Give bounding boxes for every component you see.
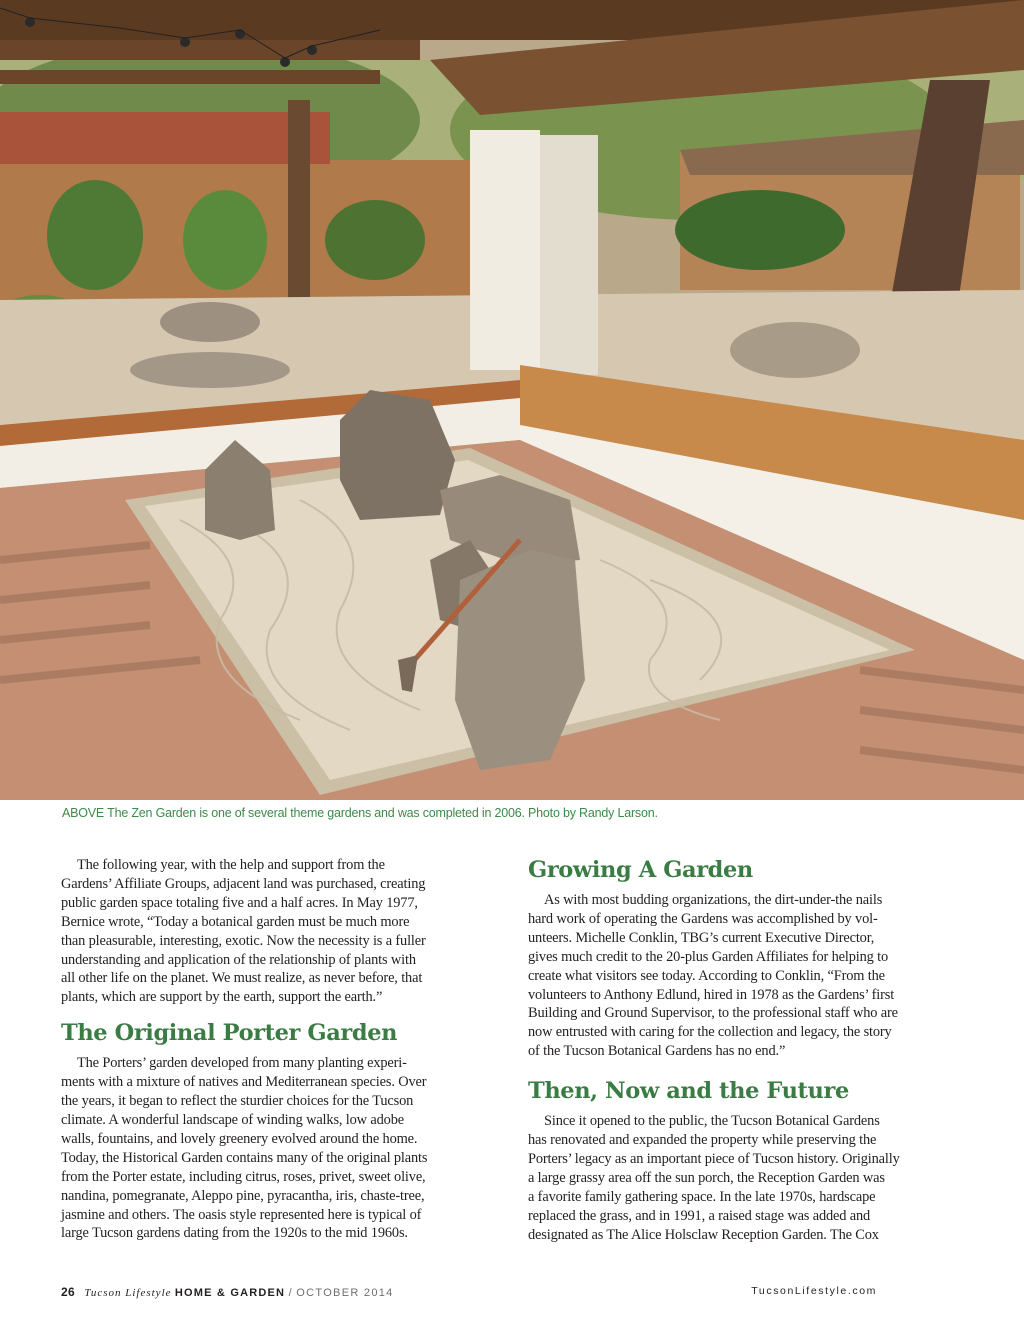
left-column xyxy=(61,856,486,1243)
magazine-name: Tucson Lifestyle xyxy=(84,1287,172,1299)
text-line: hard work of operating the Gardens was accomplished by vol- xyxy=(528,910,878,927)
text-line: public garden space totaling five and a half acres. In May 1977, xyxy=(61,894,418,911)
text-line: The Porters’ garden developed from many planting experi- xyxy=(77,1055,407,1072)
page-footer-folio xyxy=(61,1285,394,1299)
text-line: Gardens’ Affiliate Groups, adjacent land was purchased, creating xyxy=(61,875,426,892)
text-line: As with most budding organizations, the dirt-under-the nails xyxy=(544,892,883,908)
caption-credit: Photo by Randy Larson. xyxy=(528,806,658,820)
text-line: designated as The Alice Holsclaw Reception Garden. The Cox xyxy=(528,1226,879,1243)
text-line: Today, the Historical Garden contains many of the original plants xyxy=(61,1149,428,1166)
text-line: nandina, pomegranate, Aleppo pine, pyracantha, iris, chaste-tree, xyxy=(61,1187,425,1204)
text-line: gives much credit to the 20-plus Garden Affiliates for helping to xyxy=(528,948,889,965)
text-line: than pleasurable, interesting, exotic. Now the necessity is a fuller xyxy=(61,932,426,949)
text-line: jasmine and others. The oasis style represented here is typical of xyxy=(61,1206,422,1223)
text-line: Building and Ground Supervisor, to the professional staff who are xyxy=(528,1005,898,1022)
text-line: create what visitors see today. According to Conklin, “From the xyxy=(528,967,885,984)
section-name: HOME & GARDEN xyxy=(174,1287,286,1299)
section-heading-then-now-future: Then, Now and the Future xyxy=(528,1078,849,1105)
text-line: plants, which are support by the earth, support the earth.” xyxy=(61,989,383,1006)
footer-separator: / xyxy=(288,1287,293,1299)
text-line: climate. A wonderful landscape of winding walks, low adobe xyxy=(61,1111,404,1128)
text-line: walls, fountains, and lovely greenery evolved around the home. xyxy=(61,1130,418,1147)
then-now-paragraph xyxy=(528,1112,953,1244)
text-line: Porters’ legacy as an important piece of Tucson history. Originally xyxy=(528,1150,900,1167)
text-line: Since it opened to the public, the Tucson Botanical Gardens xyxy=(544,1113,880,1130)
text-line: all other life on the planet. We must realize, as never before, that xyxy=(61,970,423,987)
text-line: The following year, with the help and support from the xyxy=(77,857,385,873)
text-line: replaced the grass, and in 1991, a raised stage was added and xyxy=(528,1207,871,1224)
text-line: Bernice wrote, “Today a botanical garden must be much more xyxy=(61,913,410,930)
text-line: now entrusted with caring for the collection and legacy, the story xyxy=(528,1024,892,1041)
caption-label: ABOVE xyxy=(62,806,105,820)
text-line: unteers. Michelle Conklin, TBG’s current Executive Director, xyxy=(528,929,875,946)
text-line: the years, it began to reflect the sturdier choices for the Tucson xyxy=(61,1093,414,1110)
text-line: large Tucson gardens dating from the 1920s to the mid 1960s. xyxy=(61,1225,408,1242)
text-line: has renovated and expanded the property while preserving the xyxy=(528,1132,877,1149)
website-url: TucsonLifestyle.com xyxy=(751,1285,877,1297)
text-line: understanding and application of the relationship of plants with xyxy=(61,951,416,968)
caption-text: The Zen Garden is one of several theme gardens and was completed in 2006. xyxy=(107,806,525,820)
text-line: a large grassy area off the sun porch, the Reception Garden was xyxy=(528,1169,885,1186)
right-column xyxy=(528,856,953,1245)
growing-garden-paragraph xyxy=(528,891,953,1061)
text-line: a favorite family gathering space. In the late 1970s, hardscape xyxy=(528,1188,876,1205)
issue-date: OCTOBER 2014 xyxy=(296,1287,394,1299)
photo-caption xyxy=(62,805,962,821)
page-number: 26 xyxy=(61,1285,75,1299)
text-line: volunteers to Anthony Edlund, hired in 1978 as the Gardens’ first xyxy=(528,986,895,1003)
text-line: of the Tucson Botanical Gardens has no end.” xyxy=(528,1043,786,1060)
section-heading-original-porter-garden: The Original Porter Garden xyxy=(61,1020,398,1047)
text-line: from the Porter estate, including citrus, roses, privet, sweet olive, xyxy=(61,1168,426,1185)
section-heading-growing-a-garden: Growing A Garden xyxy=(528,857,753,883)
intro-paragraph xyxy=(61,856,486,1007)
text-line: ments with a mixture of natives and Mediterranean species. Over xyxy=(61,1074,427,1091)
porter-garden-paragraph xyxy=(61,1054,486,1243)
